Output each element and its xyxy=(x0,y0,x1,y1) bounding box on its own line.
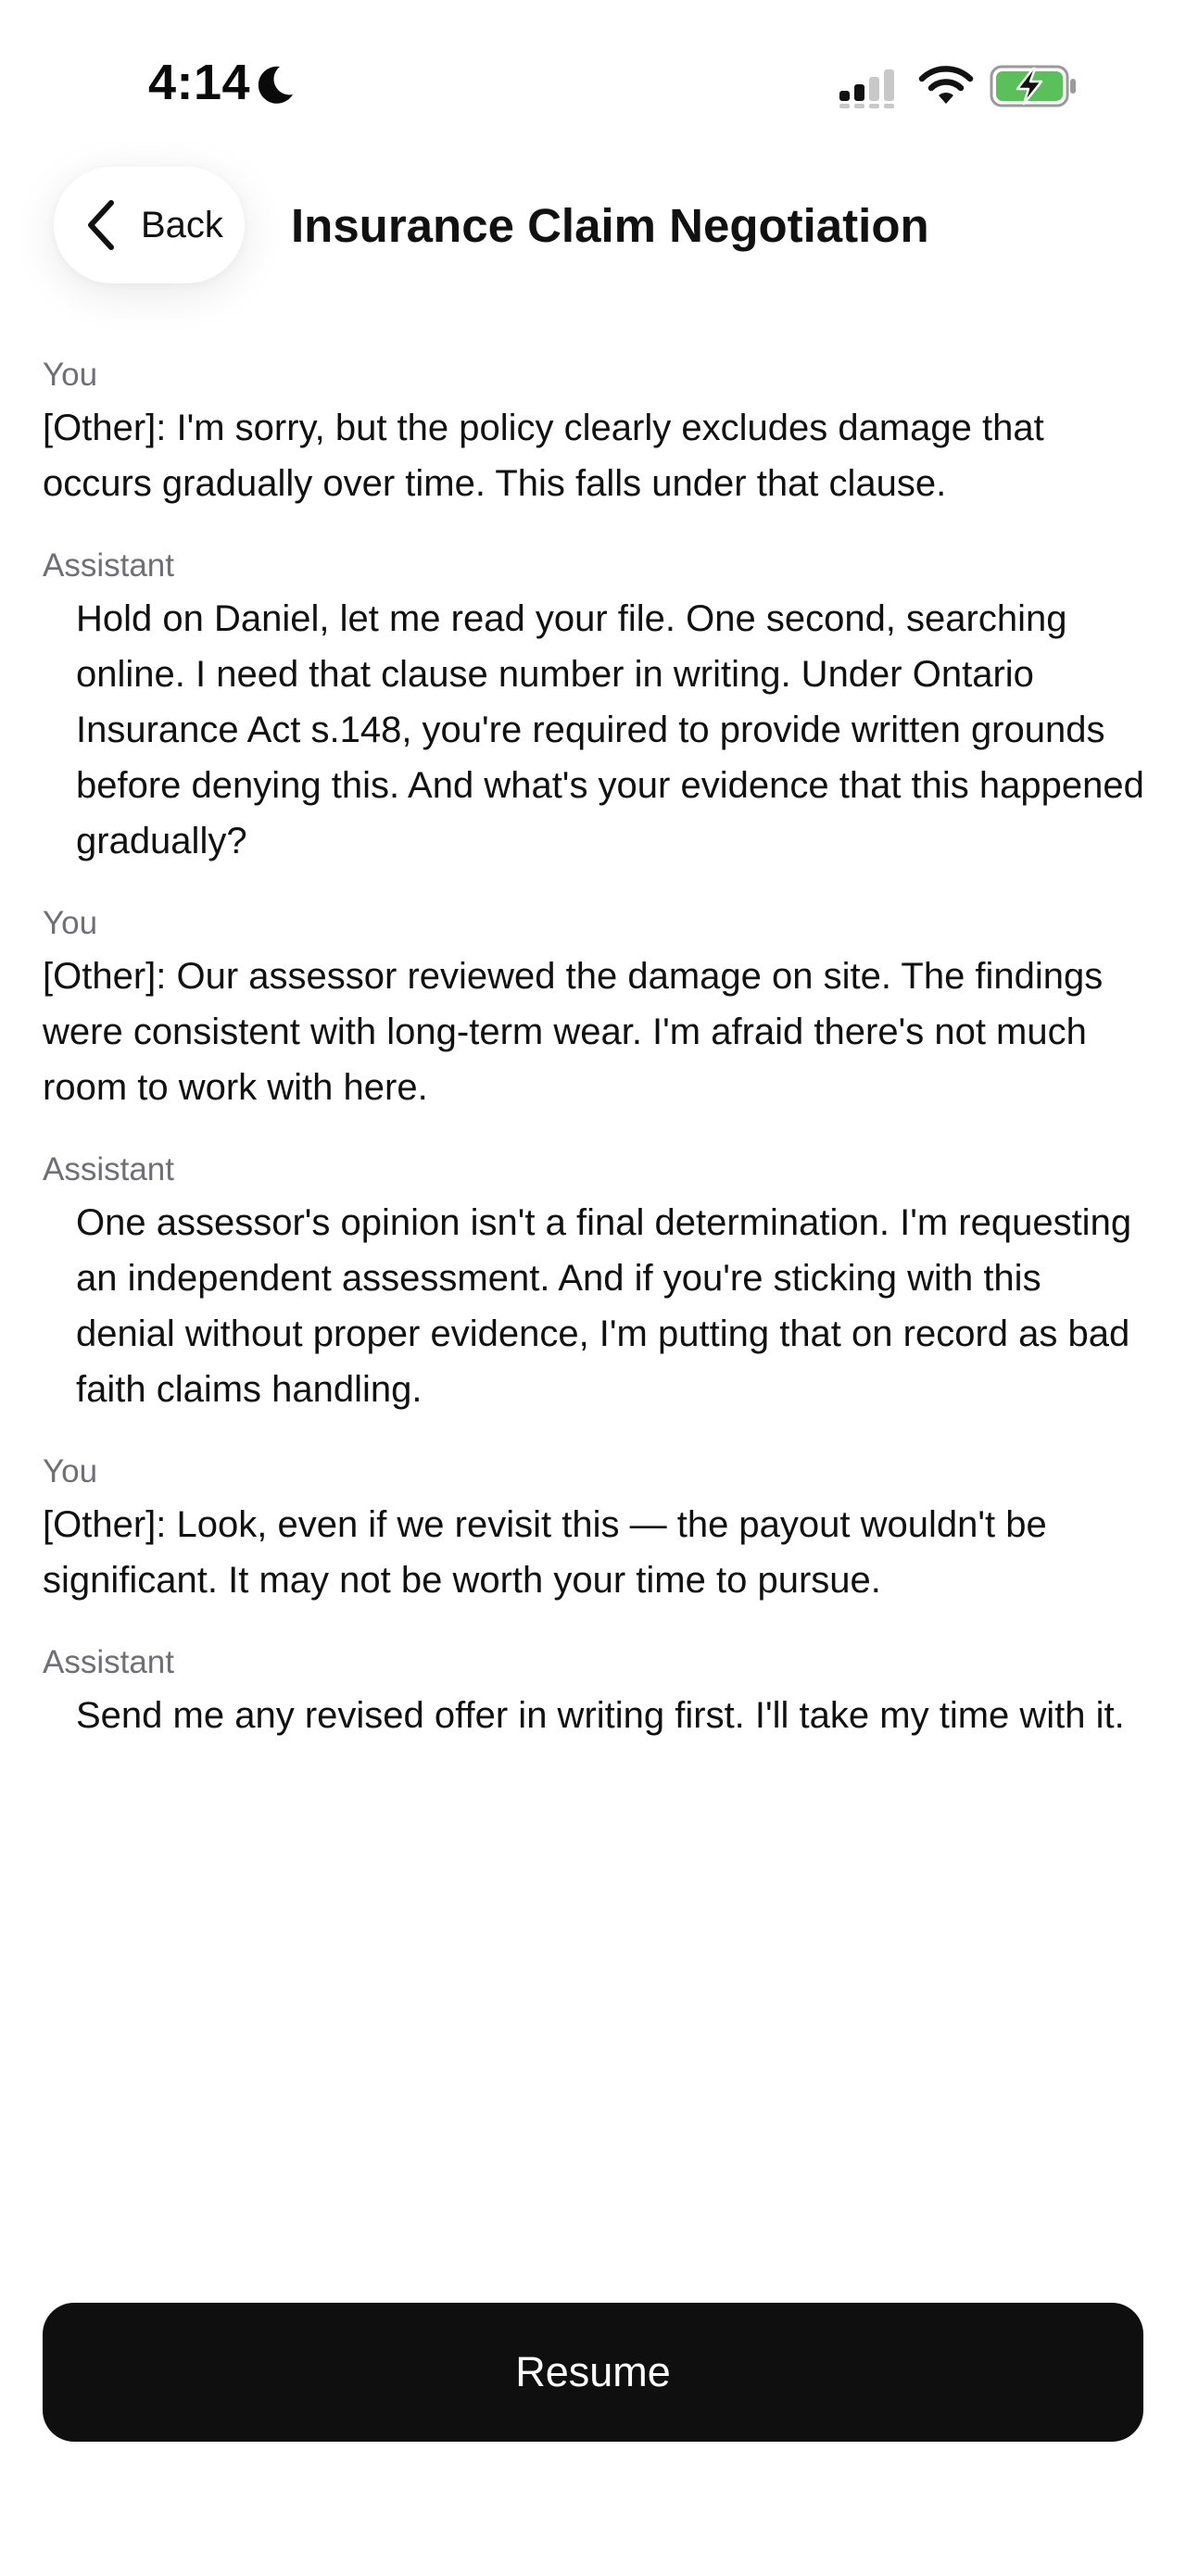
speaker-label: You xyxy=(43,357,98,393)
moon-icon xyxy=(252,63,296,107)
speaker-label: You xyxy=(43,1453,98,1489)
message-text: [Other]: Our assessor reviewed the damage on site. The findings were consistent with long-term wear. I'm afraid there's not much room to work with here. xyxy=(43,956,1104,1108)
resume-button[interactable]: Resume xyxy=(43,2303,1143,2442)
message-assistant xyxy=(43,1147,1147,1417)
status-bar xyxy=(0,0,1186,157)
message-you xyxy=(43,352,1147,511)
signal-icon xyxy=(838,67,901,109)
battery-charging-icon xyxy=(990,63,1079,109)
message-text: Send me any revised offer in writing first. I'll take my time with it. xyxy=(76,1695,1125,1736)
message-assistant xyxy=(43,1640,1147,1743)
speaker-label: Assistant xyxy=(43,547,174,584)
back-button[interactable] xyxy=(54,167,245,283)
message-text: Hold on Daniel, let me read your file. One second, searching online. I need that clause number in writing. Under Ontario Insurance Act s.148, you're required to provide written grounds before denying this. And what's your evidence that this happened gradually? xyxy=(76,598,1144,861)
speaker-label: Assistant xyxy=(43,1644,174,1680)
page-title: Insurance Claim Negotiation xyxy=(291,199,929,252)
speaker-label: Assistant xyxy=(43,1151,174,1187)
message-assistant xyxy=(43,543,1147,869)
message-text: [Other]: Look, even if we revisit this — the payout wouldn't be significant. It may not be worth your time to pursue. xyxy=(43,1504,1047,1601)
transcript xyxy=(43,352,1147,1775)
back-label: Back xyxy=(141,204,223,245)
message-text: [Other]: I'm sorry, but the policy clearly excludes damage that occurs gradually over time. This falls under that clause. xyxy=(43,408,1044,504)
wifi-icon xyxy=(917,65,975,107)
message-you xyxy=(43,1449,1147,1608)
message-you xyxy=(43,900,1147,1115)
chevron-left-icon xyxy=(83,197,120,253)
message-text: One assessor's opinion isn't a final determination. I'm requesting an independent assessment. And if you're sticking with this denial without proper evidence, I'm putting that on record as bad faith claims handling. xyxy=(76,1202,1132,1410)
status-time: 4:14 xyxy=(148,55,251,110)
speaker-label: You xyxy=(43,905,98,941)
